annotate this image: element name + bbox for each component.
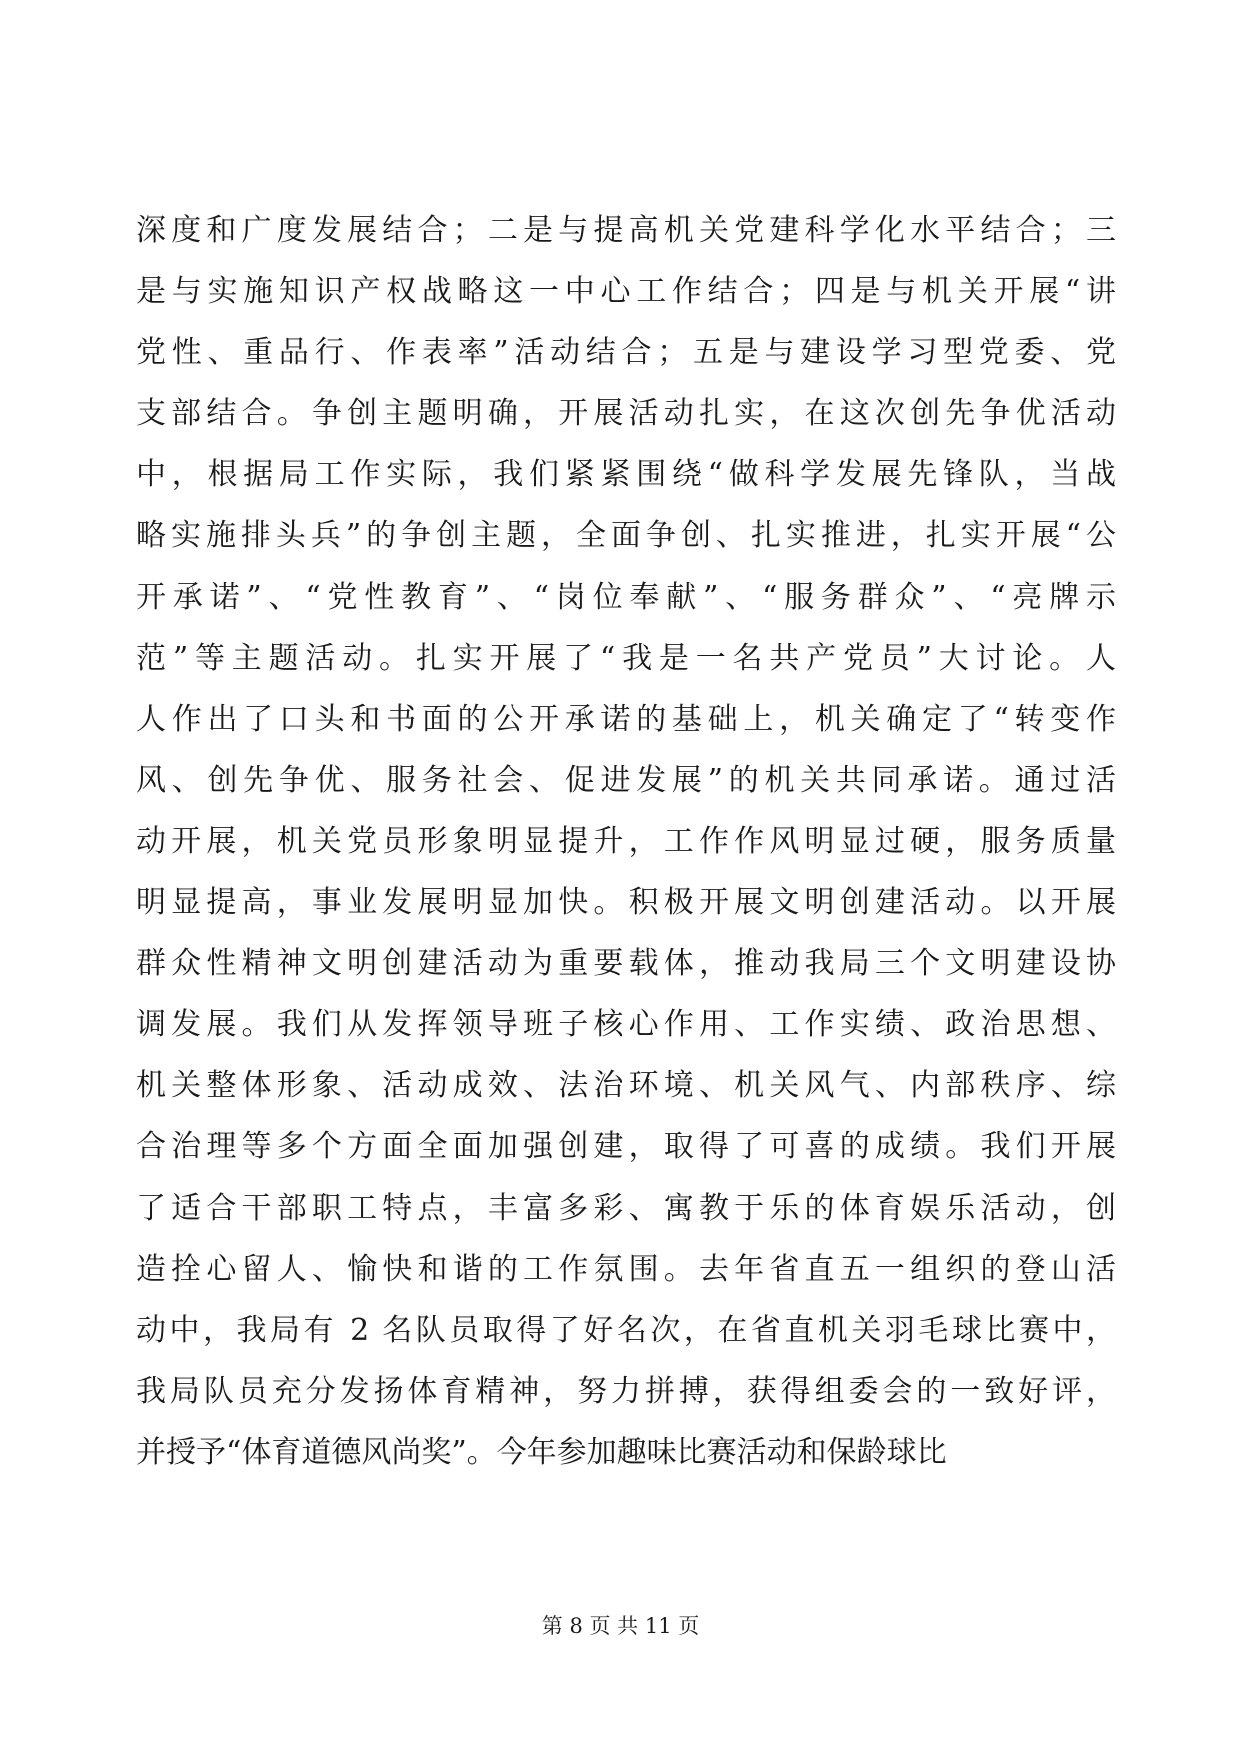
text-line-12: 明显提高，事业发展明显加快。积极开展文明创建活动。以开展: [136, 885, 1116, 921]
text-line-4: 支部结合。争创主题明确，开展活动扎实，在这次创先争优活动: [136, 396, 1116, 432]
text-line-13: 群众性精神文明创建活动为重要载体，推动我局三个文明建设协: [136, 946, 1116, 982]
text-line-6: 略实施排头兵”的争创主题，全面争创、扎实推进，扎实开展“公: [136, 518, 1116, 554]
text-line-8: 范”等主题活动。扎实开展了“我是一名共产党员”大讨论。人: [136, 640, 1116, 676]
text-line-16: 合治理等多个方面全面加强创建，取得了可喜的成绩。我们开展: [136, 1129, 1116, 1165]
text-line-11: 动开展，机关党员形象明显提升，工作作风明显过硬，服务质量: [136, 823, 1116, 859]
text-line-18: 造拴心留人、愉快和谐的工作氛围。去年省直五一组织的登山活: [136, 1251, 1116, 1287]
body-paragraph: [136, 200, 1116, 1483]
text-line-1: 深度和广度发展结合；二是与提高机关党建科学化水平结合；三: [136, 213, 1116, 248]
text-line-20: 我局队员充分发扬体育精神，努力拼搏，获得组委会的一致好评，: [136, 1373, 1116, 1409]
text-line-3: 党性、重品行、作表率”活动结合；五是与建设学习型党委、党: [136, 335, 1116, 371]
page-number-footer: 第 8 页 共 11 页: [541, 1614, 700, 1638]
text-line-7: 开承诺”、“党性教育”、“岗位奉献”、“服务群众”、“亮牌示: [136, 579, 1116, 615]
text-line-9: 人作出了口头和书面的公开承诺的基础上，机关确定了“转变作: [136, 701, 1116, 737]
text-line-5: 中，根据局工作实际，我们紧紧围绕“做科学发展先锋队，当战: [136, 457, 1116, 493]
text-line-10: 风、创先争优、服务社会、促进发展”的机关共同承诺。通过活: [136, 762, 1116, 798]
text-line-14: 调发展。我们从发挥领导班子核心作用、工作实绩、政治思想、: [136, 1007, 1116, 1043]
text-line-17: 了适合干部职工特点，丰富多彩、寓教于乐的体育娱乐活动，创: [136, 1190, 1116, 1226]
text-line-21: 并授予“体育道德风尚奖”。今年参加趣味比赛活动和保龄球比: [136, 1434, 947, 1470]
text-line-2: 是与实施知识产权战略这一中心工作结合；四是与机关开展“讲: [136, 274, 1116, 310]
text-line-19: 动中，我局有 2 名队员取得了好名次，在省直机关羽毛球比赛中，: [136, 1312, 1116, 1348]
text-line-15: 机关整体形象、活动成效、法治环境、机关风气、内部秩序、综: [136, 1068, 1116, 1104]
